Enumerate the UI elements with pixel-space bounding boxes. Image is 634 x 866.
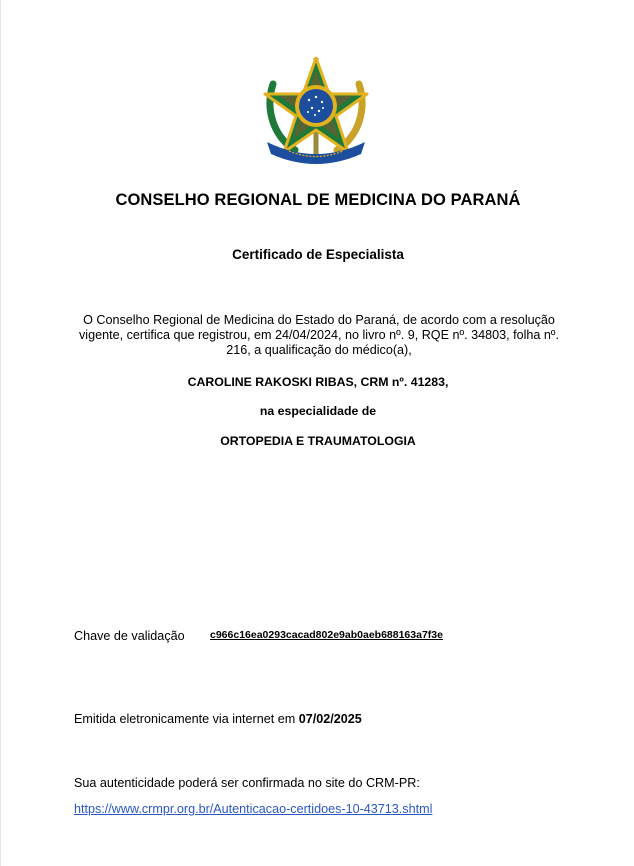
validation-key-value: c966c16ea0293cacad802e9ab0aeb688163a7f3e xyxy=(210,629,443,641)
certificate-paragraph: O Conselho Regional de Medicina do Estado do Paraná, de acordo com a resolução vigente, certifica que registrou, em 24/04/2024, no livro nº. 9, RQE nº. 34803, folha nº. 216, a qualificação do médico(a), xyxy=(78,313,560,357)
emission-line xyxy=(74,712,362,726)
page-title: CONSELHO REGIONAL DE MEDICINA DO PARANÁ xyxy=(115,191,521,209)
emission-text: Emitida eletronicamente via internet em xyxy=(74,712,299,726)
emission-date: 07/02/2025 xyxy=(298,712,362,726)
specialty-intro: na especialidade de xyxy=(259,404,377,418)
doctor-name: CAROLINE RAKOSKI RIBAS, CRM nº. 41283, xyxy=(187,375,449,389)
authenticity-link[interactable]: https://www.crmpr.org.br/Autenticacao-certidoes-10-43713.shtml xyxy=(74,802,433,816)
authenticity-text: Sua autenticidade poderá ser confirmada no site do CRM-PR: xyxy=(74,776,420,790)
validation-key-label: Chave de validação xyxy=(74,629,185,643)
specialty-name: ORTOPEDIA E TRAUMATOLOGIA xyxy=(220,434,416,448)
brazil-coat-of-arms-icon xyxy=(259,54,373,168)
certificate-subtitle: Certificado de Especialista xyxy=(232,247,404,262)
